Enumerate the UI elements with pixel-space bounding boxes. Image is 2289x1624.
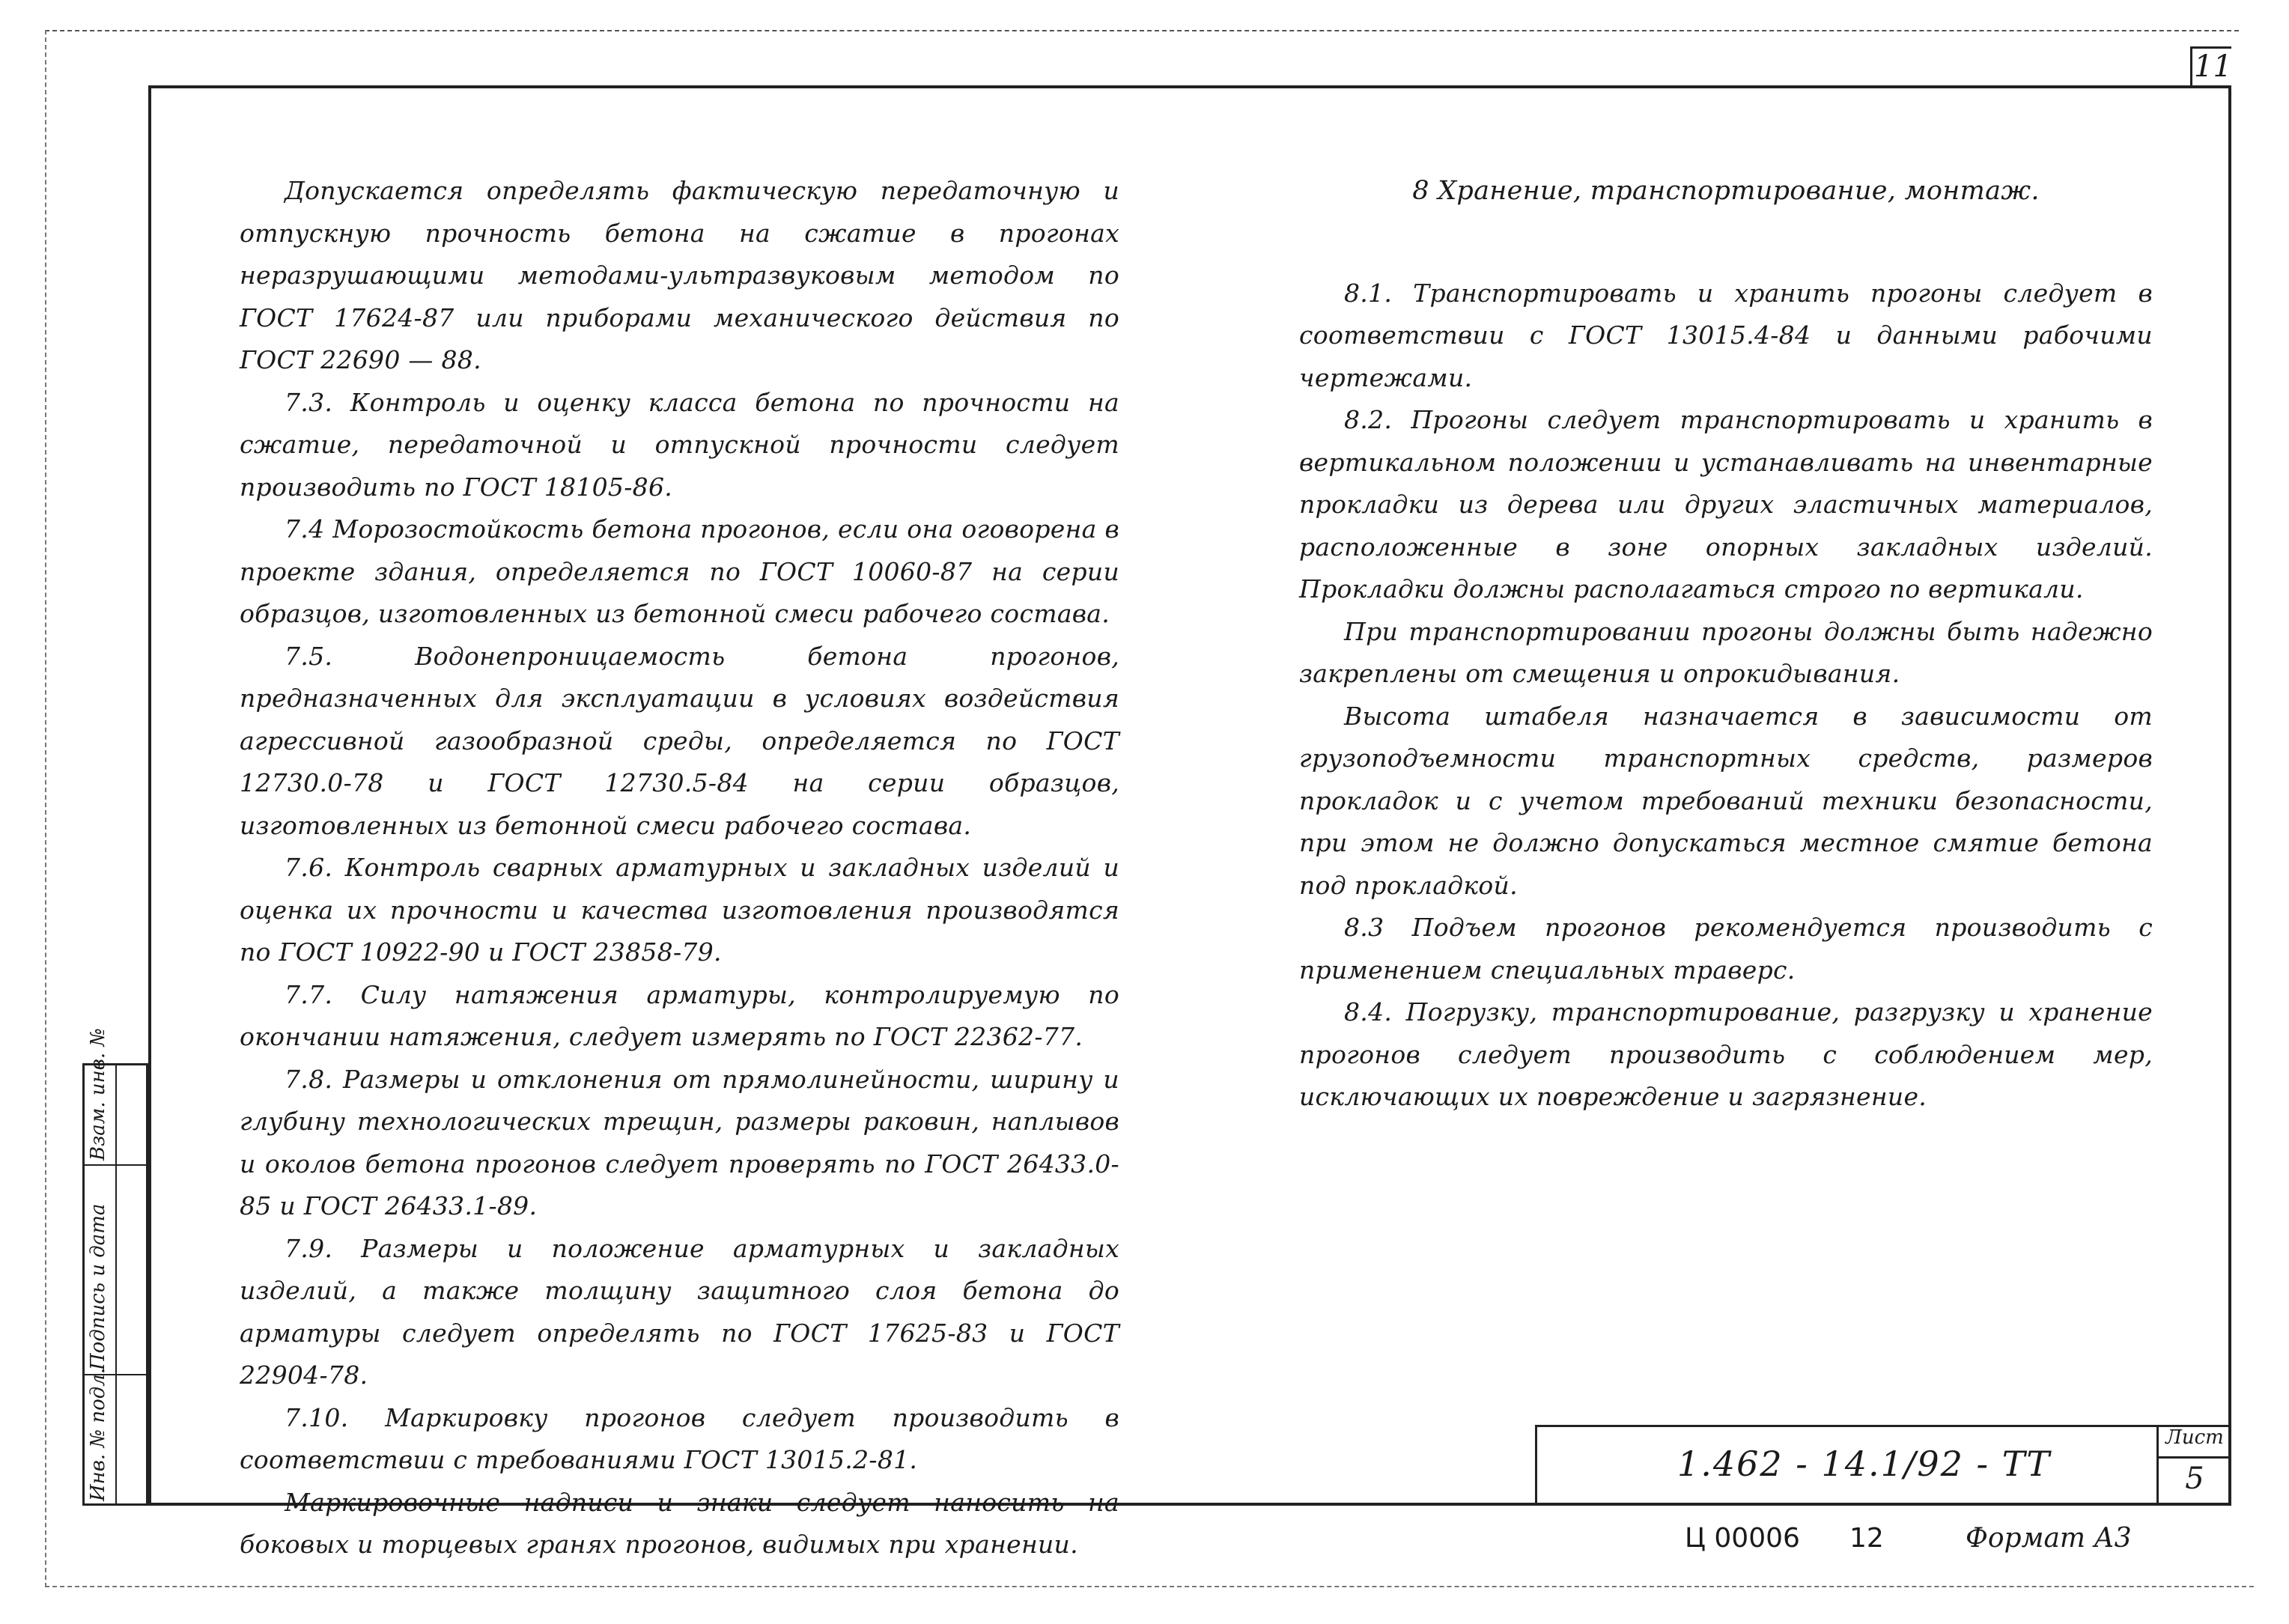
paragraph: 7.6. Контроль сварных арматурных и закладных изделий и оценка их прочности и качества изготовления производятся по ГОСТ 10922-90 и ГОСТ 23858-79.: [240, 853, 1119, 967]
section-heading: 8 Хранение, транспортирование, монтаж.: [1412, 176, 2040, 206]
paragraph: 8.4. Погрузку, транспортирование, разгрузку и хранение прогонов следует производить с соблюдением мер, исключающих их повреждение и загрязнение.: [1299, 997, 2153, 1111]
left-text-column: [240, 170, 1119, 1566]
sheet-label: Лист: [2165, 1426, 2224, 1449]
paragraph: 7.10. Маркировку прогонов следует производить в соответствии с требованиями ГОСТ 13015.2-81.: [240, 1402, 1119, 1474]
sheet-edge-left: [45, 30, 46, 1587]
right-text-column: [1299, 170, 2153, 1119]
archive-code: Ц 00006: [1685, 1523, 1800, 1554]
stamp-inv-label: Инв. № подл.: [87, 1367, 109, 1501]
paragraph: 8.2. Прогоны следует транспортировать и хранить в вертикальном положении и устанавливать на инвентарные прокладки из дерева или других эластичных материалов, расположенные в зоне опорных закладных изделий. Прокладки должны располагаться строго по вертикали.: [1299, 405, 2153, 603]
format-label: Формат А3: [1966, 1523, 2132, 1554]
sheet-edge-top: [45, 30, 2239, 31]
stamp-replace-label: Взам. инв. №: [87, 1027, 109, 1161]
copy-number: 12: [1849, 1523, 1884, 1554]
paragraph: Высота штабеля назначается в зависимости от грузоподъемности транспортных средств, размеров прокладок и с учетом требований техники безопасности, при этом не должно допускаться местное смятие бетона под прокладкой.: [1299, 701, 2153, 900]
margin-stamp-divider: [115, 1063, 117, 1506]
paragraph: 7.7. Силу натяжения арматуры, контролируемую по окончании натяжения, следует измерять по ГОСТ 22362-77.: [240, 979, 1119, 1051]
title-block-sheet-separator: [2156, 1456, 2231, 1459]
sheet-number: 5: [2185, 1462, 2204, 1496]
corner-sheet-number: 11: [2194, 49, 2232, 84]
paragraph: 7.9. Размеры и положение арматурных и закладных изделий, а также толщину защитного слоя бетона до арматуры следует определять по ГОСТ 17625-83 и ГОСТ 22904-78.: [240, 1233, 1119, 1390]
paragraph: 7.5. Водонепроницаемость бетона прогонов, предназначенных для эксплуатации в условиях воздействия агрессивной газообразной среды, определяется по ГОСТ 12730.0-78 и ГОСТ 12730.5-84 на серии образцов, изготовленных из бетонной смеси рабочего состава.: [240, 641, 1119, 840]
paragraph: 7.8. Размеры и отклонения от прямолинейности, ширину и глубину технологических трещин, размеры раковин, наплывов и околов бетона прогонов следует проверять по ГОСТ 26433.0-85 и ГОСТ 26433.1-89.: [240, 1064, 1119, 1220]
paragraph: 7.3. Контроль и оценку класса бетона по прочности на сжатие, передаточной и отпускной прочности следует производить по ГОСТ 18105-86.: [240, 387, 1119, 502]
document-code: 1.462 - 14.1/92 - ТТ: [1677, 1444, 2052, 1484]
margin-stamp-row-line: [82, 1164, 148, 1166]
paragraph: 7.4 Морозостойкость бетона прогонов, если она оговорена в проекте здания, определяется по ГОСТ 10060-87 на серии образцов, изготовленных из бетонной смеси рабочего состава.: [240, 514, 1119, 628]
sheet-edge-bottom: [45, 1586, 2254, 1587]
paragraph: Маркировочные надписи и знаки следует наносить на боковых и торцевых гранях прогонов, видимых при хранении.: [240, 1487, 1119, 1559]
paragraph: 8.1. Транспортировать и хранить прогоны следует в соответствии с ГОСТ 13015.4-84 и данными рабочими чертежами.: [1299, 278, 2153, 392]
stamp-sign-label: Подпись и дата: [87, 1203, 109, 1370]
paragraph: 8.3 Подъем прогонов рекомендуется производить с применением специальных траверс.: [1299, 913, 2153, 985]
paragraph: При транспортировании прогоны должны быть надежно закреплены от смещения и опрокидывания.: [1299, 616, 2153, 688]
paragraph: Допускается определять фактическую передаточную и отпускную прочность бетона на сжатие в прогонах неразрушающими методами-ультразвуковым методом по ГОСТ 17624-87 или приборами механического действия по ГОСТ 22690 — 88.: [240, 176, 1119, 374]
